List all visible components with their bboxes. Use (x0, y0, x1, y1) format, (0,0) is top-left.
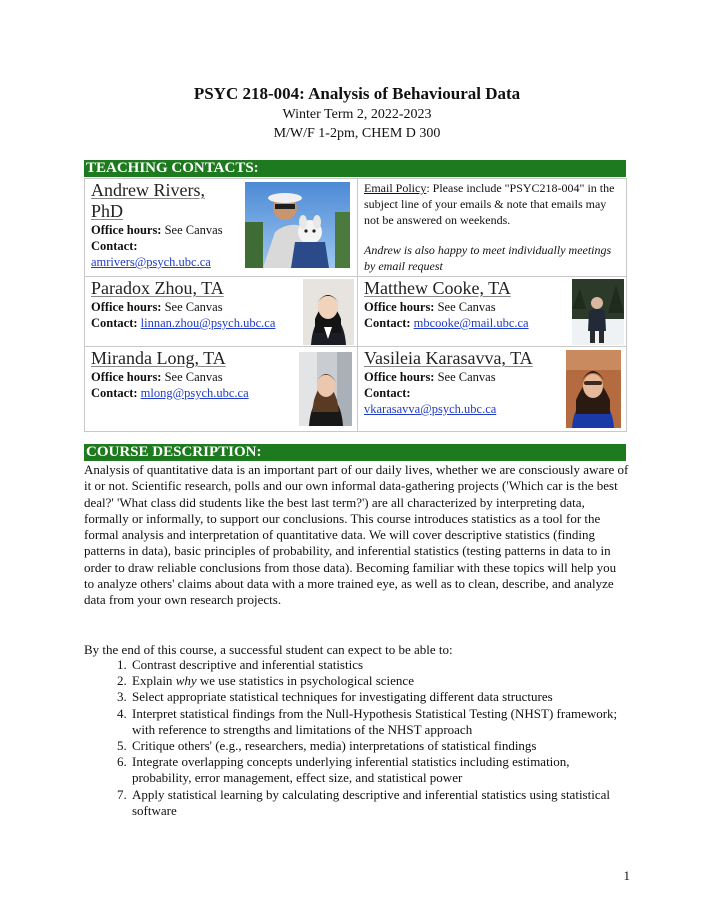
ta-name: Miranda Long, TA (91, 348, 226, 368)
ta-name: Paradox Zhou, TA (91, 278, 224, 298)
ta-photo-cooke (572, 279, 624, 345)
teaching-contacts-heading: TEACHING CONTACTS: (84, 160, 626, 177)
list-item: 6. Integrate overlapping concepts underlying inferential statistics including estimation, probability, error management, effect size, and statistical power (130, 754, 629, 786)
list-item: 7. Apply statistical learning by calculating descriptive and inferential statistics using statistical software (130, 787, 629, 819)
instructor-name: Andrew Rivers, PhD (91, 180, 205, 221)
ta-photo-karasavva (566, 350, 621, 428)
email-policy-cell (358, 179, 627, 277)
ta-name: Vasileia Karasavva, TA (364, 348, 533, 368)
page-number: 1 (623, 868, 630, 883)
course-title: PSYC 218-004: Analysis of Behavioural Data (193, 84, 521, 103)
contacts-table (84, 178, 627, 432)
ta-name: Matthew Cooke, TA (364, 278, 511, 298)
ta-cell-cooke: Matthew Cooke, TA Office hours: See Canvas Contact: mbcooke@mail.ubc.ca (358, 277, 627, 347)
course-schedule: M/W/F 1-2pm, CHEM D 300 (273, 126, 441, 141)
ta-email-link[interactable]: mbcooke@mail.ubc.ca (413, 316, 529, 330)
course-description-heading: COURSE DESCRIPTION: (84, 444, 626, 461)
list-item: 3. Select appropriate statistical techniques for investigating different data structures (130, 689, 629, 705)
course-description-text (84, 462, 629, 609)
learning-outcomes-intro: By the end of this course, a successful student can expect to be able to: (84, 642, 453, 657)
ta-cell-zhou: Paradox Zhou, TA Office hours: See Canvas Contact: linnan.zhou@psych.ubc.ca (85, 277, 358, 347)
ta-cell-karasavva: Vasileia Karasavva, TA Office hours: See Canvas Contact: vkarasavva@psych.ubc.ca (358, 347, 627, 432)
office-hours-value: See Canvas (164, 223, 223, 237)
ta-cell-long: Miranda Long, TA Office hours: See Canvas Contact: mlong@psych.ubc.ca (85, 347, 358, 432)
list-item: 4. Interpret statistical findings from the Null-Hypothesis Statistical Testing (NHST) framework; with reference to strengths and limitations of the NHST approach (130, 706, 629, 738)
contact-label: Contact: (91, 239, 138, 253)
list-item: 1. Contrast descriptive and inferential statistics (130, 657, 629, 673)
ta-email-link[interactable]: vkarasavva@psych.ubc.ca (364, 402, 497, 416)
instructor-email-link[interactable]: amrivers@psych.ubc.ca (91, 255, 211, 269)
instructor-cell (85, 179, 358, 277)
office-hours-label: Office hours: (91, 223, 162, 237)
meeting-note: Andrew is also happy to meet individually meetings by email request (364, 243, 612, 273)
learning-outcomes-list (84, 657, 629, 819)
email-policy-label: Email Policy (364, 181, 427, 195)
ta-email-link[interactable]: linnan.zhou@psych.ubc.ca (140, 316, 276, 330)
ta-email-link[interactable]: mlong@psych.ubc.ca (140, 386, 249, 400)
course-term: Winter Term 2, 2022-2023 (282, 107, 432, 122)
list-item: 2. Explain why we use statistics in psychological science (130, 673, 629, 689)
ta-photo-long (299, 352, 352, 426)
email-policy-text: : Please include "PSYC218-004" in the subject line of your emails & note that emails may not be answered on weekends. (364, 181, 615, 227)
ta-photo-zhou (303, 279, 354, 345)
description-paragraph: Analysis of quantitative data is an important part of our daily lives, whether we are consciously aware of it or not. Scientific research, polls and our own informal data-gathering projects ('Which car is the best deal?' 'What class did students like the best last term?') are all characterized by interpreting data, formally or informally, to support our conclusions. This course introduces statistics as a tool for the formal analysis and interpretation of quantitative data. We will cover descriptive statistics (finding patterns in data), basic principles of probability, and inferential statistics (testing patterns in data to in order to draw reliable conclusions from those data). Becoming familiar with these topics will help you to analyze others' claims about data with a more trained eye, as well as to clean, describe, and analyze data from your own research projects. (84, 462, 629, 608)
list-item: 5. Critique others' (e.g., researchers, media) interpretations of statistical findings (130, 738, 629, 754)
instructor-photo (245, 182, 350, 268)
